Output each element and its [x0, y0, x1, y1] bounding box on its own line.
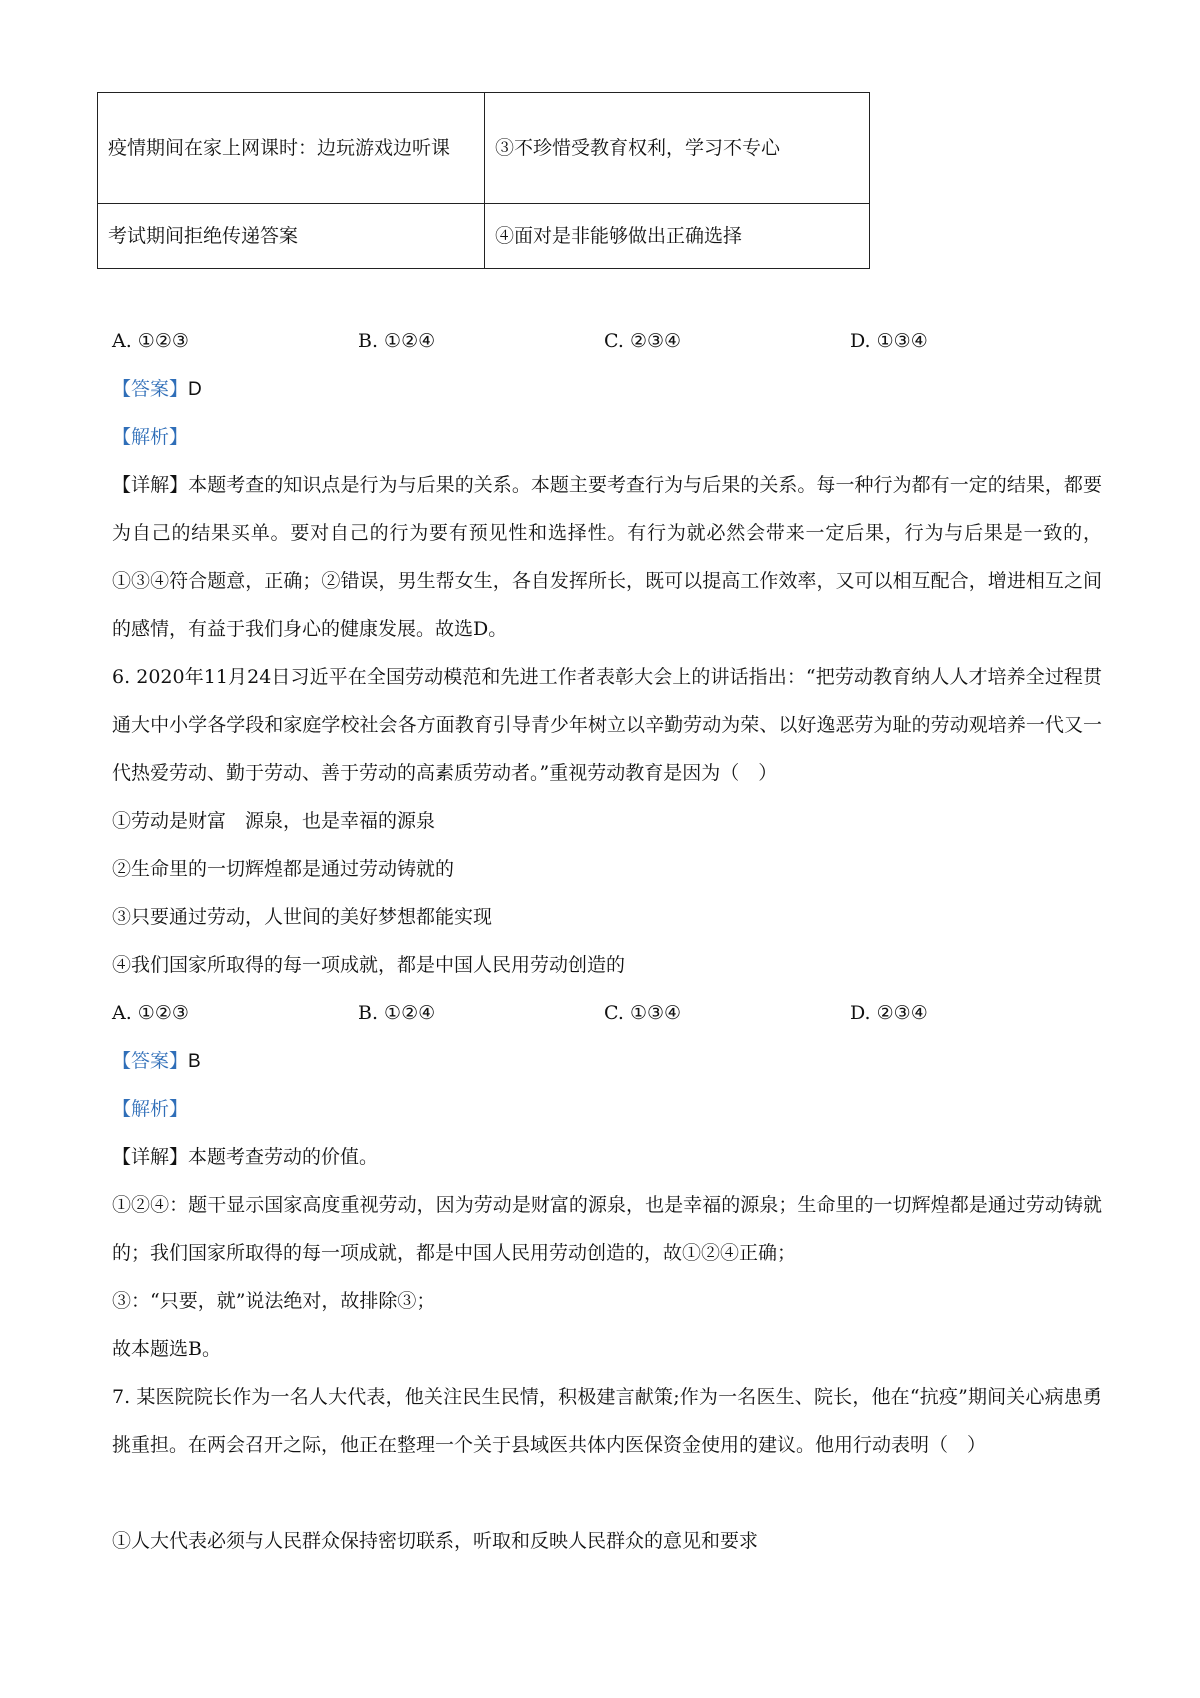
q6-option-a: A. ①②③ [112, 1002, 189, 1024]
detail-text: 本题考查劳动的价值。 [188, 1146, 379, 1168]
q6-option-b: B. ①②④ [358, 1002, 436, 1024]
detail-text: 本题考查的知识点是行为与后果的关系。本题主要考查行为与后果的关系。每一种行为都有一定的结果，都要为自己的结果买单。要对自己的行为要有预见性和选择性。有行为就必然会带来一定后果，行为与后果是一致的，①③④符合题意，正确；②错误，男生帮女生，各自发挥所长，既可以提高工作效率，又可以相互配合，增进相互之间的感情，有益于我们身心的健康发展。故选D。 [112, 474, 1102, 640]
answer-label: 【答案】 [112, 378, 189, 400]
answer-value: B [188, 1051, 201, 1072]
detail-label: 【详解】 [112, 1146, 189, 1168]
q6-option-c: C. ①③④ [604, 1002, 682, 1024]
q6-answer [112, 1049, 201, 1074]
q5-analysis-label: 【解析】 [112, 426, 189, 448]
q6-analysis-label: 【解析】 [112, 1098, 189, 1120]
table-cell-behavior: 考试期间拒绝传递答案 [98, 204, 485, 269]
q6-explain-2: ③：“只要，就”说法绝对，故排除③； [112, 1290, 436, 1312]
q6-statement-1: ①劳动是财富 源泉，也是幸福的源泉 [112, 810, 436, 832]
q5-detail [112, 461, 1102, 653]
q5-answer [112, 377, 202, 402]
table-row [98, 204, 870, 269]
q7-stem: 7. 某医院院长作为一名人大代表，他关注民生民情，积极建言献策;作为一名医生、院长，他在“抗疫”期间关心病患勇挑重担。在两会召开之际，他正在整理一个关于县域医共体内医保资金使用的建议。他用行动表明（ ） [112, 1386, 1102, 1456]
q6-option-d: D. ②③④ [850, 1002, 928, 1024]
q5-option-b: B. ①②④ [358, 330, 436, 352]
q6-detail [112, 1145, 378, 1169]
q6-stem: 6. 2020年11月24日习近平在全国劳动模范和先进工作者表彰大会上的讲话指出：“把劳动教育纳人人才培养全过程贯通大中小学各学段和家庭学校社会各方面教育引导青少年树立以辛勤劳动为荣、以好逸恶劳为耻的劳动观培养一代又一代热爱劳动、勤于劳动、善于劳动的高素质劳动者。”重视劳动教育是因为（ ） [112, 666, 1102, 784]
q6-statement-2: ②生命里的一切辉煌都是通过劳动铸就的 [112, 858, 455, 880]
table-cell-result: ③不珍惜受教育权利，学习不专心 [485, 93, 870, 204]
q5-option-c: C. ②③④ [604, 330, 682, 352]
detail-label: 【详解】 [112, 474, 189, 496]
matching-table [97, 92, 870, 269]
table-cell-result: ④面对是非能够做出正确选择 [485, 204, 870, 269]
q6-conclusion: 故本题选B。 [112, 1338, 221, 1360]
q6-statement-4: ④我们国家所取得的每一项成就，都是中国人民用劳动创造的 [112, 954, 626, 976]
q6-explain-1: ①②④：题干显示国家高度重视劳动，因为劳动是财富的源泉，也是幸福的源泉；生命里的一切辉煌都是通过劳动铸就的；我们国家所取得的每一项成就，都是中国人民用劳动创造的，故①②④正确； [112, 1194, 1102, 1264]
q5-option-d: D. ①③④ [850, 330, 928, 352]
q6-statement-3: ③只要通过劳动，人世间的美好梦想都能实现 [112, 906, 493, 928]
q5-option-a: A. ①②③ [112, 330, 189, 352]
answer-value: D [188, 379, 202, 400]
table-row [98, 93, 870, 204]
answer-label: 【答案】 [112, 1050, 189, 1072]
table-cell-behavior: 疫情期间在家上网课时：边玩游戏边听课 [98, 93, 485, 204]
q7-statement-1: ①人大代表必须与人民群众保持密切联系，听取和反映人民群众的意见和要求 [112, 1530, 759, 1552]
